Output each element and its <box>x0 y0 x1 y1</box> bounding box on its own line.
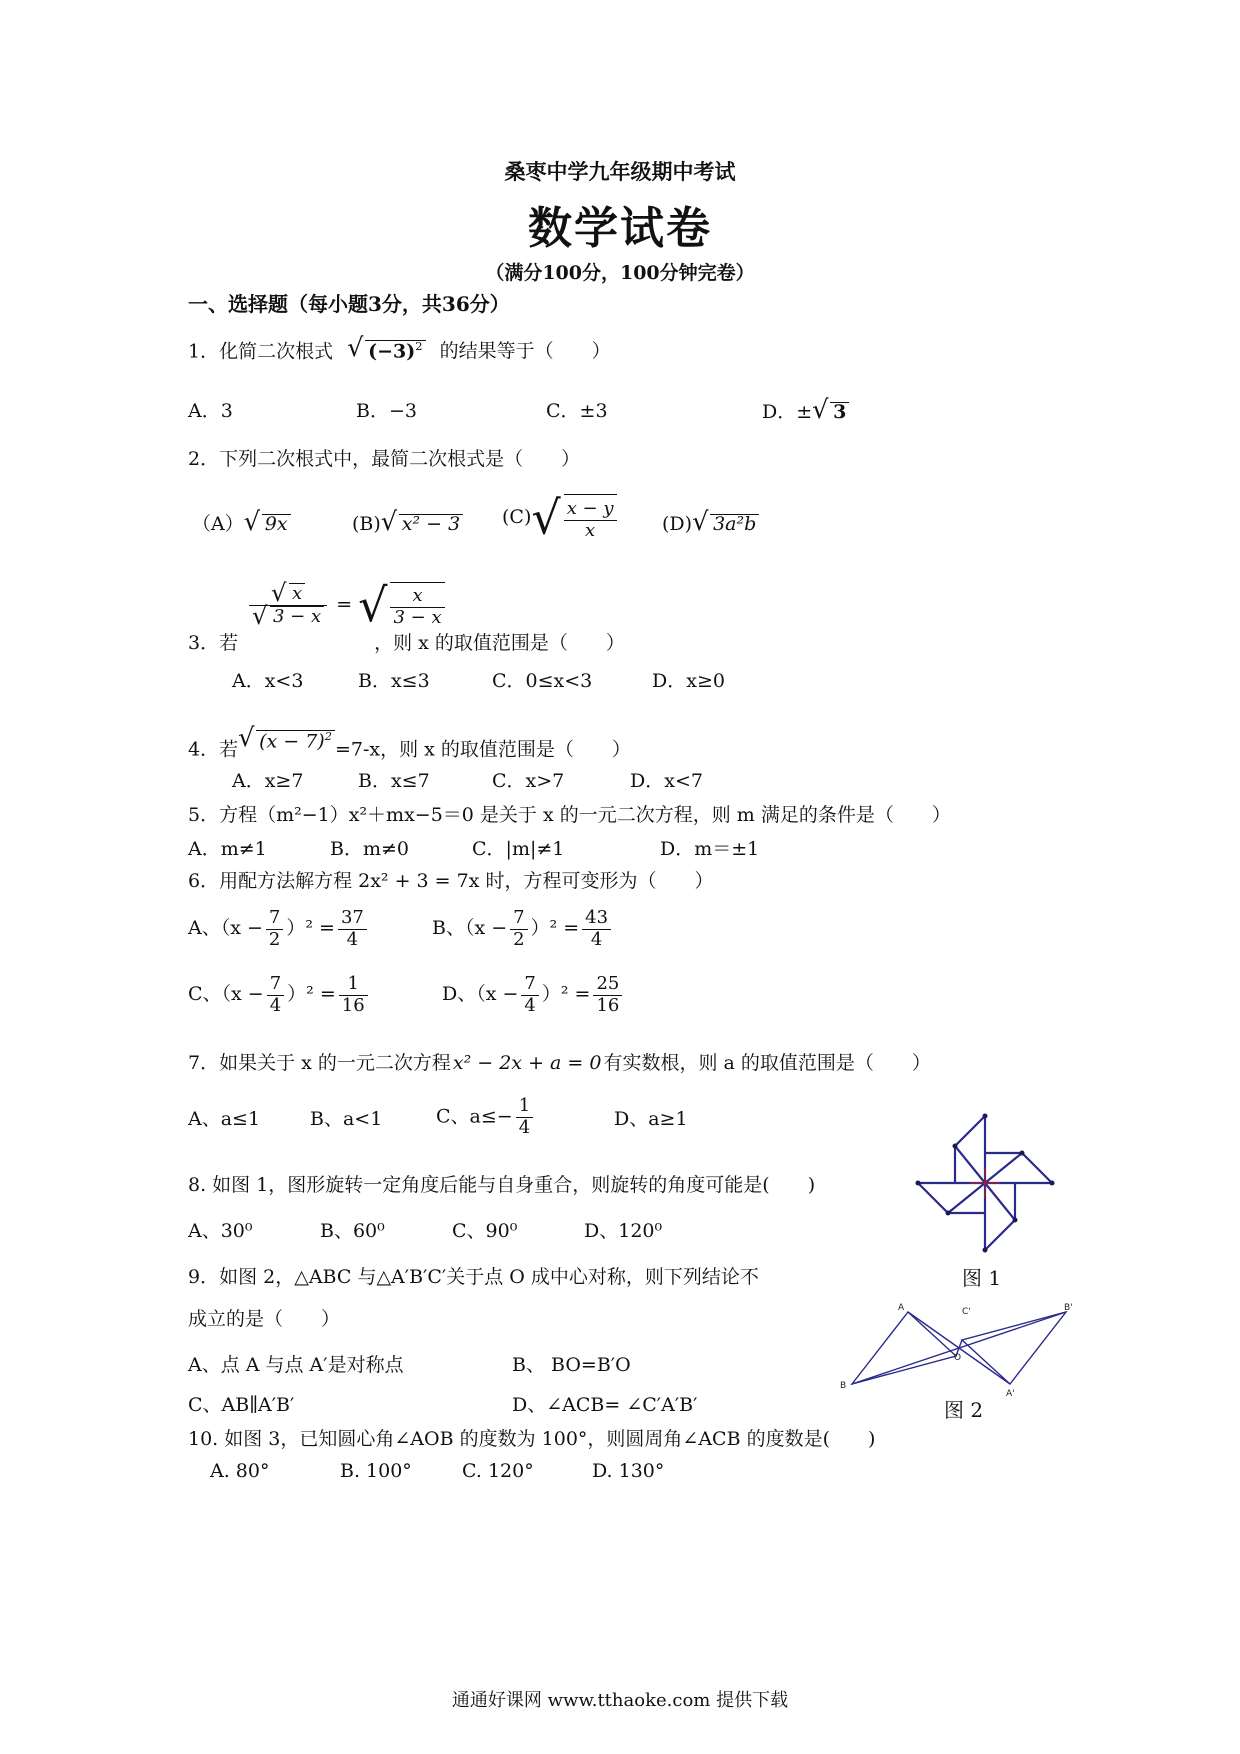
q2-a-label: （A） <box>192 513 244 535</box>
q10-option-a: A. 80° <box>210 1460 270 1482</box>
q6-option-b: B、（x − $\frac{7}{2}$ ）² = $\frac{43}{4}$ <box>432 908 614 950</box>
q3-option-b: B．x≤3 <box>358 670 430 692</box>
q3-right-radical-sign: √ <box>358 578 388 633</box>
q4-option-d: D．x<7 <box>630 770 703 792</box>
q3-right-fraction <box>390 582 444 628</box>
question-4 <box>188 730 631 759</box>
q1-radical <box>347 340 425 361</box>
q5-option-a: A．m≠1 <box>188 838 267 860</box>
q2-c-radical-sign: √ <box>531 490 561 545</box>
q1-option-b: B．−3 <box>356 400 417 422</box>
q7-c-pre: C、a≤− <box>436 1105 513 1128</box>
section-title: 一、选择题（每小题3分，共36分） <box>188 292 510 316</box>
fig2-label-a-prime: A' <box>1006 1389 1015 1399</box>
q3-right-num: x <box>390 586 444 608</box>
q9-option-a: A、点 A 与点 A′是对称点 <box>188 1354 404 1376</box>
q6-a-pre: A、（x − <box>188 917 263 940</box>
q6-c-pre: C、（x − <box>188 983 264 1006</box>
q4-option-a: A．x≥7 <box>232 770 304 792</box>
school-line: 桑枣中学九年级期中考试 <box>504 159 736 184</box>
q8-option-a: A、30⁰ <box>188 1220 253 1242</box>
q1-option-c: C．±3 <box>546 400 608 422</box>
question-9-line2: 成立的是（ ） <box>188 1308 341 1330</box>
q4-radicand: (x − 7) <box>259 730 325 753</box>
q3-stem-post: ，则 x 的取值范围是（ ） <box>374 632 625 654</box>
q1-stem-post: 的结果等于（ ） <box>439 340 611 363</box>
question-9-line1: 9．如图 2，△ABC 与△A′B′C′关于点 O 成中心对称，则下列结论不 <box>188 1266 759 1288</box>
q3-left-num: √ x <box>249 583 327 606</box>
q6-b-mid: ）² = <box>530 917 580 940</box>
q2-option-d <box>662 514 759 534</box>
footer-credit: 通通好课网 www.tthaoke.com 提供下载 <box>451 1690 789 1711</box>
q7-option-a: A、a≤1 <box>188 1108 261 1130</box>
q6-c-mid: ）² = <box>287 983 336 1006</box>
q2-c-label: (C) <box>502 506 532 529</box>
question-10: 10. 如图 3，已知圆心角∠AOB 的度数为 100°，则圆周角∠ACB 的度数是( ) <box>188 1428 876 1450</box>
q8-option-d: D、120⁰ <box>584 1220 663 1242</box>
q3-equals: = <box>336 593 353 616</box>
q2-c-fraction <box>564 494 617 541</box>
fig2-label-c-prime: C' <box>962 1307 971 1317</box>
q1-d-radical <box>812 402 849 422</box>
q9-option-d: D、∠ACB= ∠C′A′B′ <box>512 1394 698 1416</box>
fig2-label-b: B <box>840 1381 847 1391</box>
q6-option-c: C、（x − $\frac{7}{4}$ ）² = $\frac{1}{16}$ <box>188 974 371 1016</box>
question-7 <box>188 1054 931 1073</box>
q1-stem-pre: 1．化简二次根式 <box>188 340 334 363</box>
question-6: 6．用配方法解方程 2x² + 3 = 7x 时，方程可变形为（ ） <box>188 870 714 892</box>
q2-option-c <box>502 490 620 545</box>
q7-option-d: D、a≥1 <box>614 1108 688 1130</box>
q1-d-radicand: 3 <box>833 401 847 423</box>
q8-option-b: B、60⁰ <box>320 1220 385 1242</box>
q9-option-c: C、AB∥A′B′ <box>188 1394 295 1416</box>
q3-left-fraction <box>249 583 327 627</box>
q3-option-a: A．x<3 <box>232 670 304 692</box>
q2-c-denominator: x <box>585 519 596 541</box>
question-8: 8. 如图 1，图形旋转一定角度后能与自身重合，则旋转的角度可能是( ) <box>188 1174 816 1196</box>
q4-radical <box>238 730 335 751</box>
q2-a-radical <box>244 514 291 534</box>
q2-d-label: (D) <box>662 513 693 535</box>
figure-1-caption: 图 1 <box>962 1266 1002 1290</box>
q4-option-b: B．x≤7 <box>358 770 430 792</box>
q7-stem-post: 有实数根，则 a 的取值范围是（ ） <box>603 1052 931 1074</box>
q2-option-b <box>352 514 463 534</box>
q3-equation <box>246 578 448 633</box>
q2-d-radicand: 3a²b <box>710 514 759 534</box>
question-5: 5．方程（m²−1）x²＋mx−5＝0 是关于 x 的一元二次方程，则 m 满足的条件是（ ） <box>188 804 951 826</box>
q4-exp: 2 <box>324 729 332 743</box>
page-title: 数学试卷 <box>528 203 712 254</box>
q2-b-label: (B) <box>352 513 381 535</box>
figure-2-caption: 图 2 <box>944 1398 984 1422</box>
q3-stem-pre: 3．若 <box>188 632 239 654</box>
fig2-label-b-prime: B' <box>1064 1303 1073 1313</box>
q6-a-mid: ）² = <box>286 917 335 940</box>
q4-option-c: C．x>7 <box>492 770 565 792</box>
q1-exp: 2 <box>415 339 423 353</box>
q10-option-d: D. 130° <box>592 1460 665 1482</box>
q1-option-d <box>762 402 849 422</box>
q3-option-d: D．x≥0 <box>652 670 725 692</box>
q3-right-den: 3 − x <box>393 606 442 628</box>
question-2: 2．下列二次根式中，最简二次根式是（ ） <box>188 448 581 470</box>
q6-option-a: A、（x − $\frac{7}{2}$ ）² = $\frac{37}{4}$ <box>188 908 370 950</box>
q5-option-c: C．|m|≠1 <box>472 838 565 860</box>
q4-stem-post: =7-x，则 x 的取值范围是（ ） <box>334 738 631 761</box>
q4-stem-pre: 4．若 <box>188 738 239 761</box>
q2-d-radical <box>692 514 759 534</box>
q7-stem-pre: 7．如果关于 x 的一元二次方程 <box>188 1052 451 1074</box>
q7-option-c: C、a≤− $\frac{1}{4}$ <box>436 1096 536 1138</box>
fig2-label-o: O <box>954 1353 962 1363</box>
figure-1-pinwheel <box>910 1108 1060 1258</box>
page-subtitle: （满分100分，100分钟完卷） <box>485 262 755 284</box>
q9-option-b: B、 BO=B′O <box>512 1354 631 1376</box>
q6-option-d: D、（x − $\frac{7}{4}$ ）² = $\frac{25}{16}$ <box>442 974 625 1016</box>
q7-option-b: B、a<1 <box>310 1108 383 1130</box>
fig2-label-a: A <box>898 1303 905 1313</box>
q2-option-a <box>192 514 291 534</box>
q2-b-radicand: x² − 3 <box>399 514 463 534</box>
q10-option-c: C. 120° <box>462 1460 534 1482</box>
q10-option-b: B. 100° <box>340 1460 412 1482</box>
q2-a-radicand: 9x <box>262 514 291 534</box>
q6-d-pre: D、（x − <box>442 983 519 1006</box>
q5-option-d: D．m＝±1 <box>660 838 760 860</box>
q8-option-c: C、90⁰ <box>452 1220 518 1242</box>
figure-2-triangles <box>838 1300 1078 1400</box>
question-1 <box>188 340 611 361</box>
q2-b-radical <box>381 514 463 534</box>
q1-radicand: (−3) <box>368 340 416 363</box>
q3-left-den: √ 3 − x <box>249 606 327 628</box>
q1-option-a: A．3 <box>188 400 233 422</box>
q5-option-b: B．m≠0 <box>330 838 409 860</box>
q1-option-d-label: D．± <box>762 401 813 423</box>
q2-c-numerator: x − y <box>564 499 617 521</box>
q3-option-c: C．0≤x<3 <box>492 670 593 692</box>
q7-equation: x² − 2x + a = 0 <box>452 1052 602 1074</box>
question-3 <box>188 634 625 653</box>
q6-b-pre: B、（x − <box>432 917 508 940</box>
q6-d-mid: ）² = <box>541 983 591 1006</box>
